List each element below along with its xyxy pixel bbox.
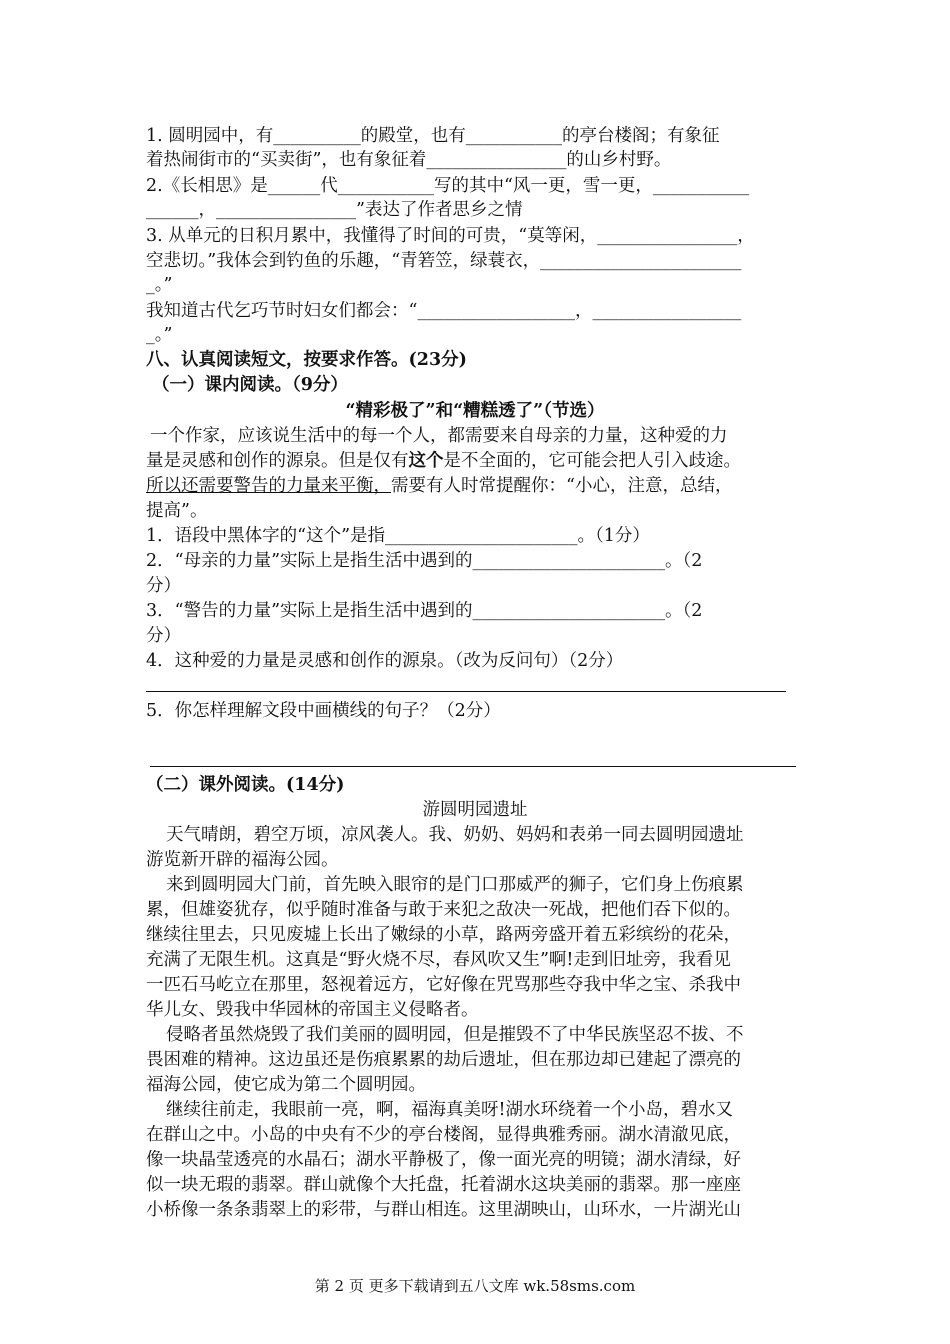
q3-line-5: _。”: [146, 325, 173, 345]
story-line: 小桥像一条条翡翠上的彩带，与群山相连。这里湖映山，山环水，一片湖光山: [146, 1200, 741, 1220]
q3-line-4: 我知道古代乞巧节时妇女们都会：“__________________，_________________: [146, 301, 742, 321]
question-2: 2．“母亲的力量”实际上是指生活中遇到的______________________。（2: [146, 551, 703, 571]
story-line: 游览新开辟的福海公园。: [146, 850, 339, 870]
story-line: 像一块晶莹透亮的水晶石；湖水平静极了，像一面光亮的明镜；湖水清绿，好: [146, 1150, 741, 1170]
question-2-cont: 分）: [146, 576, 181, 596]
answer-line-4: [146, 691, 786, 692]
question-5: 5．你怎样理解文段中画横线的句子？（2分）: [146, 701, 501, 721]
part-2-heading: （二）课外阅读。(14分): [146, 775, 345, 795]
story-line: 充满了无限生机。这真是“野火烧不尽，春风吹又生”啊!走到旧址旁，我看见: [146, 950, 731, 970]
bold-this: 这个: [408, 451, 444, 471]
question-1: 1．语段中黑体字的“这个”是指______________________。（1分）: [146, 526, 650, 546]
para-text: 需要有人时常提醒你：“小心，注意，总结，: [391, 476, 733, 496]
story-line: 似一块无瑕的翡翠。群山就像个大托盘，托着湖水这块美丽的翡翠。那一座座: [146, 1175, 741, 1195]
story-line: 天气晴朗，碧空万顷，凉风袭人。我、奶奶、妈妈和表弟一同去圆明园遗址: [166, 825, 744, 845]
part-1-para-line-4: 提高”。: [146, 501, 208, 521]
story-line: 来到圆明园大门前，首先映入眼帘的是门口那威严的狮子，它们身上伤痕累: [166, 875, 744, 895]
para-text: 量是灵感和创作的源泉。但是仅有: [146, 451, 409, 471]
page-footer: 第 2 页 更多下载请到五八文库 wk.58sms.com: [314, 1277, 636, 1295]
part-1-para-line-3: [146, 474, 732, 498]
part-1-title: “精彩极了”和“糟糕透了”（节选）: [345, 401, 605, 421]
story-line: 累，但雄姿犹存，似乎随时准备与敢于来犯之敌决一死战，把他们吞下似的。: [146, 900, 741, 920]
para-text: 是不全面的，它可能会把人引入歧途。: [443, 451, 741, 471]
part-1-para-line-1: 一个作家，应该说生活中的每一个人，都需要来自母亲的力量，这种爱的力: [150, 426, 728, 446]
story-line: 在群山之中。小岛的中央有不少的亭台楼阁，显得典雅秀丽。湖水清澈见底，: [146, 1125, 741, 1145]
underlined-sentence: 所以还需要警告的力量来平衡，: [146, 476, 391, 496]
part-1-heading: （一）课内阅读。（9分）: [152, 375, 348, 395]
q3-line-2: 空悲切。”我体会到钓鱼的乐趣，“青箬笠，绿蓑衣，_______________________: [146, 251, 742, 271]
q3-line-1: 3. 从单元的日积月累中，我懂得了时间的可贵，“莫等闲，________________，: [146, 226, 755, 246]
part-1-para-line-2: [146, 449, 741, 473]
story-line: 畏困难的精神。这边虽还是伤痕累累的劫后遗址，但在那边却已建起了漂亮的: [146, 1050, 741, 1070]
q1-line-2: 着热闹街市的“买卖街”，也有象征着________________的山乡村野。: [146, 150, 672, 170]
q2-line-2: ______，________________”表达了作者思乡之情: [146, 200, 523, 220]
question-3-cont: 分）: [146, 626, 181, 646]
story-line: 福海公园，使它成为第二个圆明园。: [146, 1075, 426, 1095]
story-line: 侵略者虽然烧毁了我们美丽的圆明园，但是摧毁不了中华民族坚忍不拔、不: [166, 1025, 744, 1045]
q3-line-3: _。”: [146, 275, 173, 295]
story-line: 继续往前走，我眼前一亮，啊，福海真美呀!湖水环绕着一个小岛，碧水又: [166, 1100, 734, 1120]
question-3: 3．“警告的力量”实际上是指生活中遇到的______________________。（2: [146, 601, 703, 621]
question-4: 4．这种爱的力量是灵感和创作的源泉。（改为反问句）（2分）: [146, 651, 624, 671]
story-line: 华儿女、毁我中华园林的帝国主义侵略者。: [146, 1000, 479, 1020]
q2-line-1: 2.《长相思》是______代___________写的其中“风一更，雪一更，___________: [146, 176, 750, 196]
section-8-heading: 八、认真阅读短文，按要求作答。(23分): [146, 350, 467, 370]
story-line: 一匹石马屹立在那里，怒视着远方，它好像在咒骂那些夺我中华之宝、杀我中: [146, 975, 741, 995]
part-2-title: 游圆明园遗址: [422, 800, 528, 820]
story-line: 继续往里去，只见废墟上长出了嫩绿的小草，路两旁盛开着五彩缤纷的花朵，: [146, 925, 741, 945]
q1-line-1: 1. 圆明园中，有__________的殿堂，也有___________的亭台楼阁；有象征: [146, 126, 720, 146]
answer-line-5: [150, 766, 796, 767]
